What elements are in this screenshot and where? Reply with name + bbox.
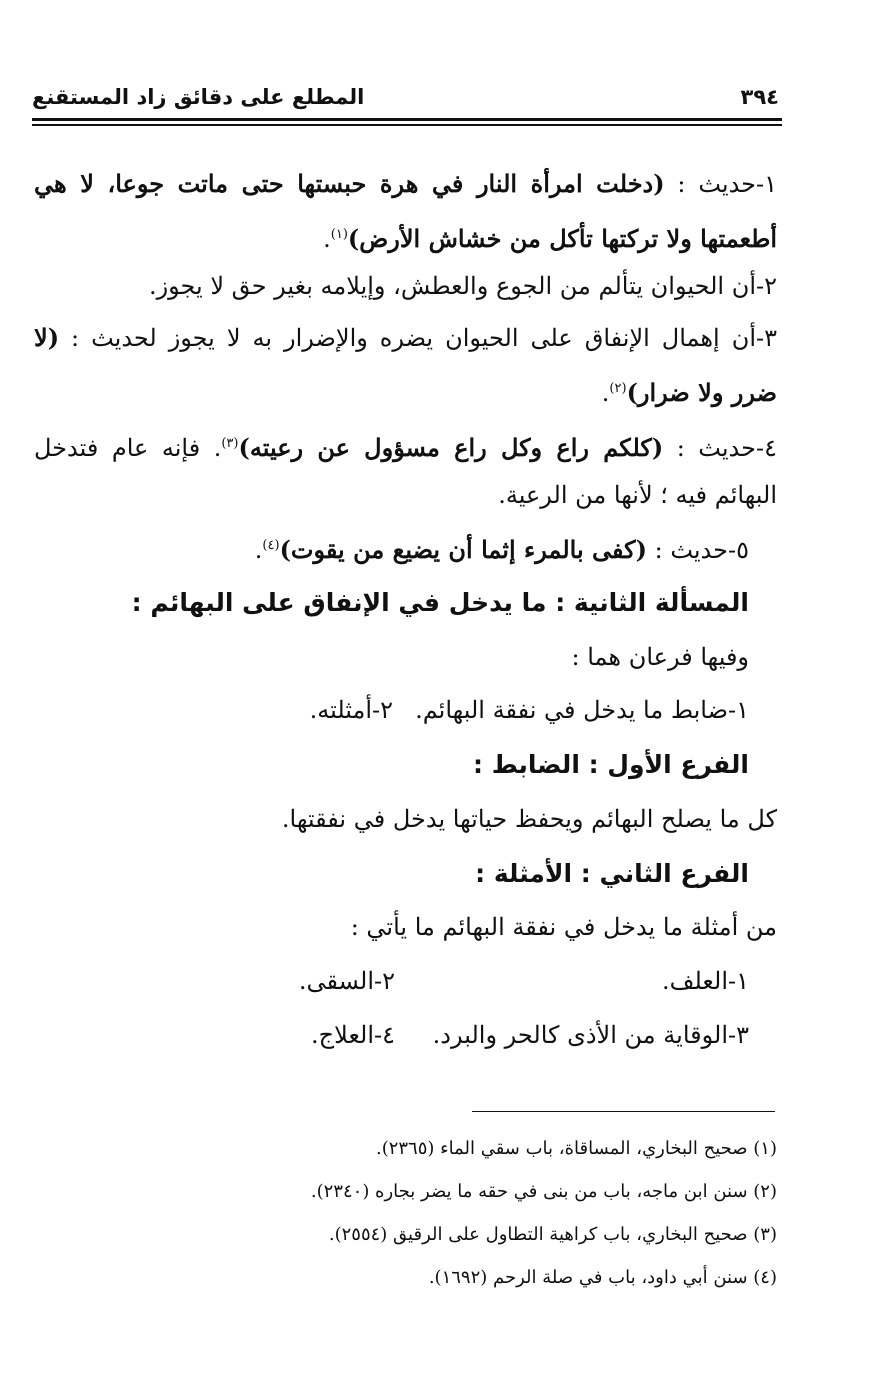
- footnote-ref-2: (٢): [609, 381, 627, 396]
- item-3-line-2: ضرر ولا ضرار)$^{(٢)}$.: [601, 378, 777, 407]
- footnote-2: (٢) سنن ابن ماجه، باب من بنى في حقه ما يضر بجاره (٢٣٤٠).: [310, 1181, 777, 1202]
- hadith-quote-4: (كلكم راع وكل راع مسؤول عن رعيته): [238, 433, 664, 462]
- hadith-quote-5: (كفى بالمرء إثما أن يضيع من يقوت): [279, 535, 647, 564]
- header-rule-thick: [32, 118, 782, 121]
- hadith-quote-1a: (دخلت امرأة النار في هرة حبستها حتى ماتت جوعا، لا هي: [34, 169, 665, 198]
- hadith-quote-1b: أطعمتها ولا تركتها تأكل من خشاش الأرض): [347, 224, 777, 253]
- item-4-line-2: البهائم فيه ؛ لأنها من الرعية.: [498, 481, 777, 509]
- heading-branch-1: الفرع الأول : الضابط :: [473, 750, 749, 779]
- footnote-4: (٤) سنن أبي داود، باب في صلة الرحم (١٦٩٢).: [428, 1267, 777, 1288]
- examples-intro: من أمثلة ما يدخل في نفقة البهائم ما يأتي :: [350, 913, 777, 941]
- heading-issue-2: المسألة الثانية : ما يدخل في الإنفاق على البهائم :: [131, 588, 749, 617]
- item-2: ٢-أن الحيوان يتألم من الجوع والعطش، وإيلامه بغير حق لا يجوز.: [148, 272, 777, 300]
- footnote-ref-1: (١): [330, 227, 348, 242]
- running-header: [32, 80, 779, 114]
- footnote-3: (٣) صحيح البخاري، باب كراهية التطاول على الرقيق (٢٥٥٤).: [328, 1224, 777, 1245]
- example-4: ٤-العلاج.: [311, 1021, 395, 1049]
- example-3: ٣-الوقاية من الأذى كالحر والبرد.: [432, 1021, 749, 1049]
- heading-branch-2: الفرع الثاني : الأمثلة :: [475, 859, 749, 888]
- branch-1-text: كل ما يصلح البهائم ويحفظ حياتها يدخل في نفقتها.: [281, 805, 777, 833]
- branches-intro: وفيها فرعان هما :: [571, 643, 749, 671]
- item-1-line-1: ١-حديث : (دخلت امرأة النار في هرة حبستها حتى ماتت جوعا، لا هي: [34, 169, 777, 198]
- item-5: ٥-حديث : (كفى بالمرء إثما أن يضيع من يقوت)$^{(٤)}$.: [254, 535, 749, 564]
- branches-list: ١-ضابط ما يدخل في نفقة البهائم.٢-أمثلته.: [309, 696, 749, 724]
- book-title: المطلع على دقائق زاد المستقنع: [32, 85, 365, 109]
- page-number: ٣٩٤: [740, 85, 779, 109]
- header-rule-thin: [32, 124, 782, 126]
- item-3-line-1: ٣-أن إهمال الإنفاق على الحيوان يضره والإضرار به لا يجوز لحديث : (لا: [34, 323, 777, 352]
- example-1: ١-العلف.: [662, 967, 749, 995]
- footnote-ref-3: (٣): [221, 436, 239, 451]
- item-4-line-1: ٤-حديث : (كلكم راع وكل راع مسؤول عن رعيته)$^{(٣)}$. فإنه عام فتدخل: [34, 433, 777, 462]
- footnote-1: (١) صحيح البخاري، المساقاة، باب سقي الماء (٢٣٦٥).: [375, 1138, 777, 1159]
- footnote-ref-4: (٤): [262, 538, 280, 553]
- hadith-quote-3: ضرر ولا ضرار): [626, 378, 777, 407]
- footnote-rule: [472, 1111, 775, 1112]
- item-1-line-2: أطعمتها ولا تركتها تأكل من خشاش الأرض)$^{(١)}$.: [323, 224, 777, 253]
- example-2: ٢-السقى.: [298, 967, 395, 995]
